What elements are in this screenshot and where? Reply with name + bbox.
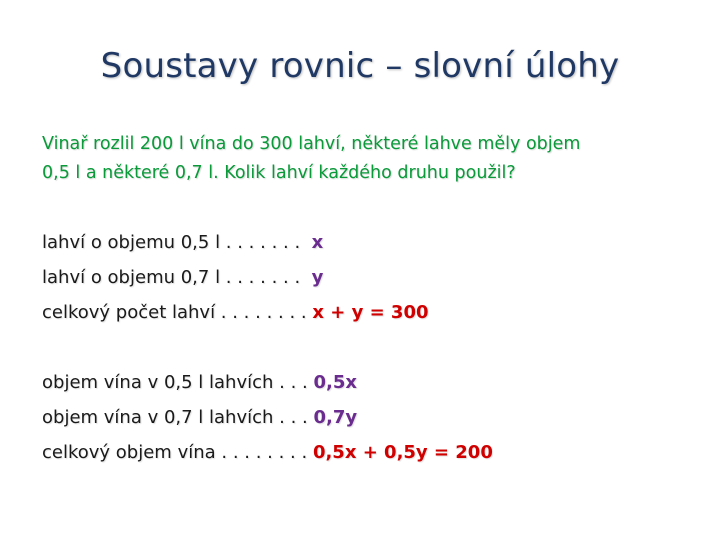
line-value: y [311, 267, 324, 288]
leader-dots: . . . [273, 407, 314, 428]
leader-dots: . . . [273, 372, 314, 393]
slide-title: Soustavy rovnic – slovní úlohy [100, 46, 620, 86]
line-label: lahví o objemu 0,7 l [42, 267, 221, 288]
line-label: celkový počet lahví [42, 302, 216, 323]
leader-dots: . . . . . . . [220, 232, 312, 253]
bottle-line-total [42, 295, 429, 330]
bottle-line-07 [42, 260, 429, 295]
line-label: lahví o objemu 0,5 l [42, 232, 221, 253]
line-label: celkový objem vína [42, 442, 216, 463]
wine-line-05 [42, 365, 493, 400]
problem-statement [42, 130, 692, 188]
bottle-line-05 [42, 225, 429, 260]
bottle-count-block [42, 225, 429, 330]
leader-dots: . . . . . . . . [215, 302, 313, 323]
line-value: 0,7y [313, 407, 358, 428]
line-equation: 0,5x + 0,5y = 200 [312, 442, 493, 463]
line-label: objem vína v 0,7 l lahvích [42, 407, 274, 428]
leader-dots: . . . . . . . . [215, 442, 313, 463]
wine-line-07 [42, 400, 493, 435]
line-value: 0,5x [313, 372, 357, 393]
wine-line-total [42, 435, 493, 470]
problem-line-2: 0,5 l a některé 0,7 l. Kolik lahví každého druhu použil? [42, 163, 516, 183]
problem-line-1: Vinař rozlil 200 l vína do 300 lahví, některé lahve měly objem [42, 134, 581, 154]
wine-volume-block [42, 365, 493, 470]
line-equation: x + y = 300 [312, 302, 429, 323]
leader-dots: . . . . . . . [220, 267, 312, 288]
line-label: objem vína v 0,5 l lahvích [42, 372, 274, 393]
line-value: x [311, 232, 324, 253]
